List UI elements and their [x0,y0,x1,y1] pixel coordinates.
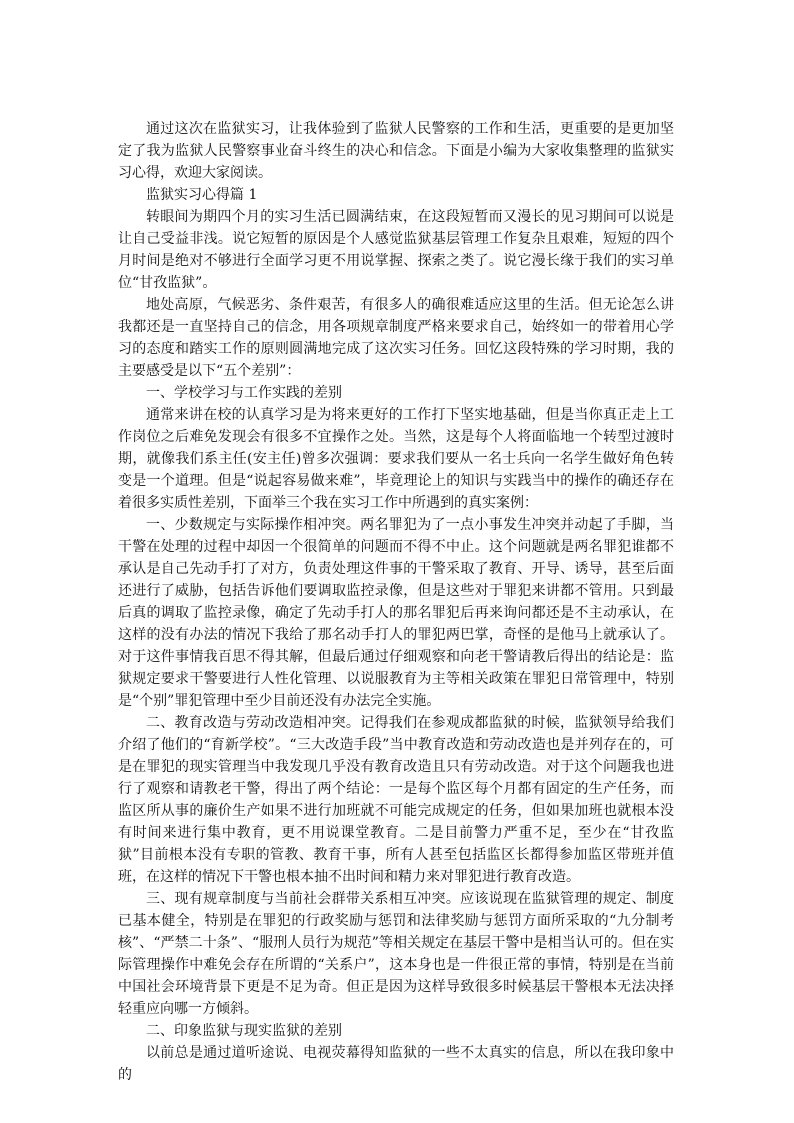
document-page [118,118,674,1086]
body-paragraph: 三、现有规章制度与当前社会群带关系相互冲突。应该说现在监狱管理的规定、制度已基本健全，特别是在罪犯的行政奖励与惩罚和法律奖励与惩罚方面所采取的“九分制考核”、“严禁二十条”、“服刑人员行为规范”等相关规定在基层干警中是相当认可的。但在实际管理操作中难免会存在所谓的“关系户”，这本身也是一件很正常的事情，特别是在当前中国社会环境背景下更是不足为奇。但正是因为这样导致很多时候基层干警根本无法决择轻重应向哪一方倾斜。 [118,891,674,1017]
subheading: 二、印象监狱与现实监狱的差别 [146,1023,342,1039]
body-paragraph: 一、少数规定与实际操作相冲突。两名罪犯为了一点小事发生冲突并动起了手脚，当干警在处理的过程中却因一个很简单的问题而不得不中止。这个问题就是两名罪犯谁都不承认是自己先动手打了对方，负责处理这件事的干警采取了教育、开导、诱导，甚至后面还进行了威胁，包括告诉他们要调取监控录像，但是这些对于罪犯来讲都不管用。只到最后真的调取了监控录像，确定了先动手打人的那名罪犯后再来询问都还是不主动承认，在这样的没有办法的情况下我给了那名动手打人的罪犯两巴掌，奇怪的是他马上就承认了。对于这件事情我百思不得其解，但最后通过仔细观察和向老干警请教后得出的结论是：监狱规定要求干警要进行人性化管理、以说服教育为主等相关政策在罪犯日常管理中，特别是“个别”罪犯管理中至少目前还没有办法完全实施。 [118,517,674,709]
body-paragraph: 地处高原，气候恶劣、条件艰苦，有很多人的确很难适应这里的生活。但无论怎么讲我都还是一直坚持自己的信念，用各项规章制度严格来要求自己，始终如一的带着用心学习的态度和踏实工作的原则圆满地完成了这次实习任务。回忆这段特殊的学习时期，我的主要感受是以下“五个差别”： [118,297,674,379]
body-paragraph: 以前总是通过道听途说、电视荧幕得知监狱的一些不太真实的信息，所以在我印象中的 [118,1045,674,1083]
intro-paragraph: 通过这次在监狱实习，让我体验到了监狱人民警察的工作和生活，更重要的是更加坚定了我为监狱人民警察事业奋斗终生的决心和信念。下面是小编为大家收集整理的监狱实习心得，欢迎大家阅读。 [118,121,674,181]
body-paragraph: 转眼间为期四个月的实习生活已圆满结束，在这段短暂而又漫长的见习期间可以说是让自己受益非浅。说它短暂的原因是个人感觉监狱基层管理工作复杂且艰难，短短的四个月时间是绝对不够进行全面学习更不用说掌握、探索之类了。说它漫长缘于我们的实习单位“甘孜监狱”。 [118,209,674,291]
section-title: 监狱实习心得篇 1 [146,187,258,203]
subheading: 一、学校学习与工作实践的差别 [146,385,342,401]
body-paragraph: 二、教育改造与劳动改造相冲突。记得我们在参观成都监狱的时候，监狱领导给我们介绍了他们的“育新学校”。“三大改造手段”当中教育改造和劳动改造也是并列存在的，可是在罪犯的现实管理当中我发现几乎没有教育改造且只有劳动改造。对于这个问题我也进行了观察和请教老干警，得出了两个结论：一是每个监区每个月都有固定的生产任务，而监区所从事的廉价生产如果不进行加班就不可能完成规定的任务，但如果加班也就根本没有时间来进行集中教育，更不用说课堂教育。二是目前警力严重不足，至少在“甘孜监狱”目前根本没有专职的管教、教育干事，所有人甚至包括监区长都得参加监区带班并值班，在这样的情况下干警也根本抽不出时间和精力来对罪犯进行教育改造。 [118,715,674,885]
body-paragraph: 通常来讲在校的认真学习是为将来更好的工作打下坚实地基础，但是当你真正走上工作岗位之后难免发现会有很多不宜操作之处。当然，这是每个人将面临地一个转型过渡时期，就像我们系主任(安主任)曾多次强调：要求我们要从一名士兵向一名学生做好角色转变是一个道理。但是“说起容易做来难”，毕竟理论上的知识与实践当中的操作的确还存在着很多实质性差别，下面举三个我在实习工作中所遇到的真实案例： [118,407,674,511]
